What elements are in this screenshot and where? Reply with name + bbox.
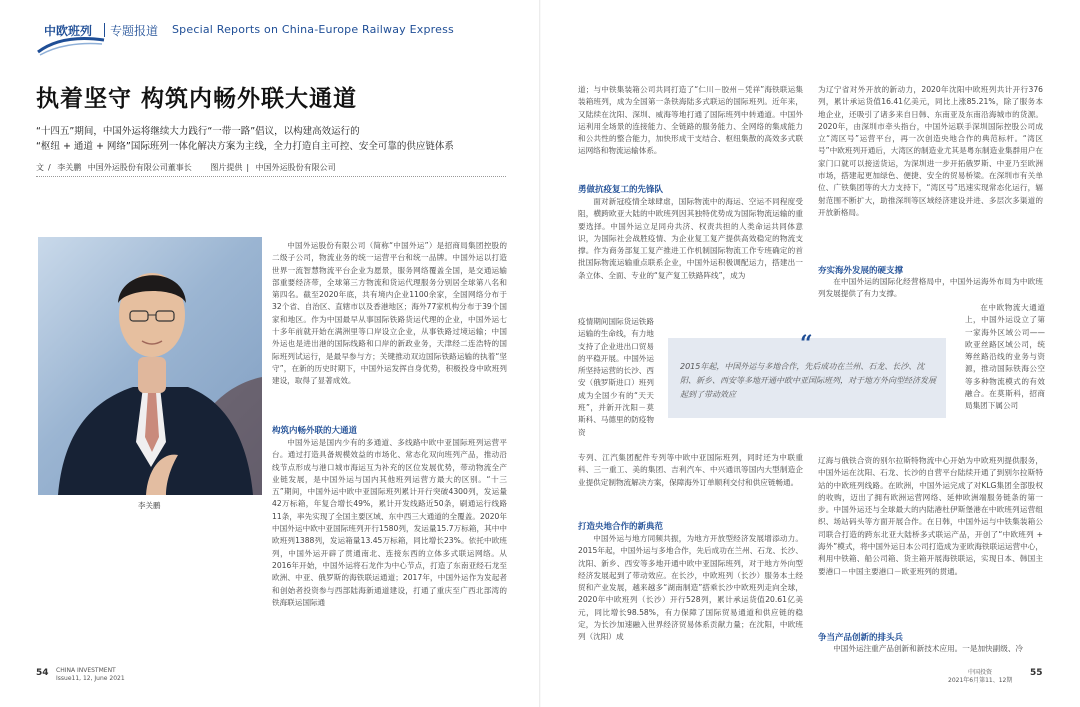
quote-mark-icon: “ — [800, 331, 813, 357]
section-name: 中欧班列 — [44, 24, 93, 38]
paragraph: 在中国外运的国际化经营格局中，中国外运海外布局为中欧班列发展提供了有力支撑。 — [818, 277, 1043, 299]
body-text-c5 — [818, 643, 1043, 655]
photo-credit-label: 图片提供 — [210, 163, 243, 172]
article-lead — [36, 124, 506, 154]
portrait-illustration — [38, 237, 262, 495]
author-photo — [38, 237, 262, 495]
paragraph: 中国外运与地方同频共振，为地方开放型经济发展增添动力。2015年起，中国外运与多地合作，先后成功在兰州、石龙、长沙、沈阳、新乡、西安等多地开通中欧中亚国际班列，对于地方外向型经济发展起到了带动效应。在长沙，中欧班列（长沙）服务本土经贸和产业发展，越来越多“湖南制造”搭乘长沙中欧班列走向全球，2020年中欧班列（长沙）开行528列，累计承运货值20.61亿美元，同比增长98.58%，有力保障了国际贸易通道和供应链的稳定，为长沙加速融入世界经济贸易体系贡献力量；在沈阳，中欧班列（沈阳）成 — [578, 534, 803, 642]
article-title: 执着坚守 构筑内畅外联大通道 — [36, 85, 358, 112]
paragraph: 面对新冠疫情全球肆虐，国际物流中的海运、空运不同程度受阻，横跨欧亚大陆的中欧班列因其独特优势成为国际物流运输的重要选择。中国外运立足同舟共济、权责共担的人类命运共同体意识，为国际社会战胜疫情、为企业复工复产提供高效稳定的物流支撑。作为商务部复工复产推进工作机制国际物流工作专班确定的首批国际物流运输重点联系企业，中国外运积极调配运力，搭建出一条立体、全面、专业的“复产复工铁路阵线”，成为 — [578, 197, 803, 280]
paragraph: 辽海与俄铁合资的别尔拉斯特物流中心开始为中欧班列提供服务，中国外运在沈阳、石龙、长沙的自营平台陆续开通了到别尔拉斯特站的中欧班列线路。在欧洲，中国外运完成了对KLG集团全部股权的收购，迈出了拥有欧洲运营网络、延伸欧洲端服务链条的第一步。中国外运还与全球最大的内陆港杜伊斯堡港在中欧班列运营组织、场站码头等方面开展合作。在日韩，中国外运与中铁集装箱公司联合打造的跨东北亚大陆桥多式联运产品，开创了“中欧班列 + 海外”模式，将中国外运日本公司打造成为亚欧海铁联运运营中心，利用中铁箱、船公司箱、货主箱开展海铁联运，实现日本、韩国主要港口－中国主要港口－欧亚班列的贯通。 — [818, 456, 1043, 576]
paragraph: 中国外运股份有限公司（简称“中国外运”）是招商局集团控股的二级子公司，物流业务的统一运营平台和统一品牌。中国外运以打造世界一流智慧物流平台企业为愿景，服务网络覆盖全国，是交通运输部重要经济带，全球第三方物流和货运代理服务分别居全球第八名和第四名。截至2020年底，共有境内企业1100余家，全国网络分布于32个省、自治区、直辖市以及香港地区；海外77家机构分布于39个国家和地区。作为中国最早从事国际铁路货运代理的企业，中国外运七十多年前就开始在满洲里等口岸设立企业，从事铁路过境运输；中国外运也是进出港的国际线路和口岸的新政业务，天津经二连浩特的国际班列试运行，是最早参与方；关键推动双边国际铁路运输的执着“坚守”，在新的历史时期下，中国外运发挥自身优势，积极投身中欧班列建设，取得了显著成效。 — [272, 241, 507, 386]
byline-prefix: 文 — [36, 163, 44, 172]
page-number-right: 55 — [1030, 668, 1043, 678]
column-name-english: Special Reports on China-Europe Railway Express — [172, 23, 454, 36]
byline-org: 中国外运股份有限公司董事长 — [87, 163, 192, 172]
section-header — [36, 20, 556, 60]
body-text-b4 — [578, 533, 803, 644]
magazine-name-right: 中国投资 — [968, 669, 993, 676]
body-text-c2 — [818, 276, 1043, 301]
section-heading-5: 争当产品创新的排头兵 — [818, 633, 904, 643]
body-text-b2-narrow — [578, 316, 654, 439]
byline: 文 / 李关鹏 中国外运股份有限公司董事长 图片提供 | 中国外运股份有限公司 — [36, 163, 336, 172]
page-gutter — [539, 0, 541, 707]
byline-author: 李关鹏 — [57, 163, 82, 172]
page-number-left: 54 — [36, 668, 49, 678]
paragraph: 道；与中铁集装箱公司共同打造了“仁川－胶州－凭祥”海铁联运集装箱班列，成为全国第一条铁海陆多式联运的国际班列。近年来，又陆续在沈阳、深圳、威海等地打通了国际班列中转通道。中国外运利用全场景的连接能力、全链路的服务能力、全网络的集成能力和公共性的整合能力，加快形成干支结合、枢纽集散的高效多式联运网络和物流运输体系。 — [578, 85, 803, 156]
photo-credit-org: 中国外运股份有限公司 — [255, 163, 336, 172]
lead-line-2: “枢纽 + 通道 + 网络”国际班列一体化解决方案为主线，全力打造自主可控、安全可靠的供应链体系 — [36, 141, 454, 152]
paragraph: 中国外运是国内少有的多通道、多线路中欧中亚国际班列运营平台。通过打造具备规模效益的市场化、常态化双向班列产品，推动沿线节点形成与港口城市海运互为补充的区位发展优势，带动物流全产业链发展，是中国外运与国内其他班列运营方最大的区别。“十三五”期间，中国外运中欧中亚国际班列累计开行突破4300列，发运量42万标箱，年复合增长49%，累计开发线路近50条，刷通运行线路11条，率先实现了全国主要区域、东中西三大通道的全覆盖。2020年中国外运中欧中亚国际班列开行1580列，发运量15.7万标箱，其中中欧班列1388列，发运箱量13.45万标箱，同比增长23%。依托中欧班列，中国外运开辟了贯通南北、连接东西的立体多式联运网络。从2016年开始，中国外运将石龙作为中心节点，打造了东南亚经石龙至欧洲、中亚、俄罗斯的海铁联运通道；2017年，中国外运作为发起者和创始者投资参与西部陆海新通道建设，打通了重庆至广西北部湾的铁海联运国际通 — [272, 438, 507, 607]
paragraph: 为辽宁省对外开放的新动力，2020年沈阳中欧班列共计开行376列，累计承运货值16.41亿美元，同比上涨85.21%，除了服务本地企业，还吸引了诸多来自日韩、东南亚及东南沿海城市的货源。2020年，由深圳市牵头指台，中国外运联手深圳国际控股公司成立“湾区号”运营平台，再一次创造央地合作的典范标杆。“湾区号”中欧班列开通后，大湾区的制造业尤其是粤东制造业集群用户在家门口就可以接送货运，为深圳进一步开拓俄罗斯、中亚乃至欧洲市场，搭建起更加绿色、便捷、安全的贸易桥梁。在深圳市有关单位、广铁集团等的大力支持下，“湾区号”迅速实现常态化运行，辐射范围不断扩大，助推深圳等区域经济建设并进、多层次多渠道的开放新格局。 — [818, 85, 1043, 217]
column-name: 专题报道 — [110, 24, 159, 38]
lead-line-1: “十四五”期间，中国外运将继续大力践行“一带一路”倡议，以构建高效运行的 — [36, 126, 360, 137]
body-text-a2 — [272, 437, 507, 609]
section-heading-1: 构筑内畅外联的大通道 — [272, 426, 358, 436]
pull-quote-text: 2015年起，中国外运与多地合作，先后成功在兰州、石龙、长沙、沈阳、新乡、西安等多地开通中欧中亚国际班列，对于地方外向型经济发展起到了带动效应 — [680, 362, 936, 399]
magazine-name-left: CHINA INVESTMENT — [56, 667, 116, 674]
header-divider — [104, 23, 105, 37]
body-text-c1 — [818, 84, 1043, 219]
body-text-b1 — [578, 84, 803, 158]
paragraph: 中国外运注重产品创新和新技术应用。一是加快副级、冷 — [833, 644, 1024, 653]
section-heading-2: 勇做抗疫复工的先锋队 — [578, 185, 664, 195]
body-text-c3 — [965, 302, 1045, 413]
title-rule — [36, 176, 506, 177]
issue-right: 2021年6月第11、12期 — [948, 677, 1013, 684]
body-text-b3 — [578, 452, 803, 489]
section-heading-4: 夯实海外发展的硬支撑 — [818, 266, 904, 276]
paragraph: 在中欧物流大通道上，中国外运设立了第一家海外区域公司——欧亚丝路区域公司，统筹丝路沿线的业务与资源，推动国际铁海公空等多种物流模式的有效融合。在莫斯科，招商局集团下属公司 — [965, 303, 1045, 411]
body-text-b2 — [578, 196, 803, 282]
section-heading-3: 打造央地合作的新典范 — [578, 522, 664, 532]
body-text-a1 — [272, 240, 507, 388]
photo-caption: 李关鹏 — [138, 501, 161, 510]
issue-left: Issue11, 12, June 2021 — [56, 675, 125, 682]
paragraph: 疫情期间国际货运铁路运输的生命线，有力地支持了企业进出口贸易的平稳开展。中国外运所坚持运营的长沙、西安（俄罗斯进口）班列成为全国少有的“天天班”，并新开沈阳－莫斯科、马德里的防疫物资 — [578, 317, 654, 437]
body-text-c4 — [818, 455, 1043, 578]
paragraph: 专列、江汽集团配件专列等中欧中亚国际班列，同时还为中联重科、三一重工、美的集团、吉利汽车、中兴通讯等国内大型制造企业提供定制物流解决方案，保障海外订单顺利交付和供应链畅通。 — [578, 453, 803, 487]
